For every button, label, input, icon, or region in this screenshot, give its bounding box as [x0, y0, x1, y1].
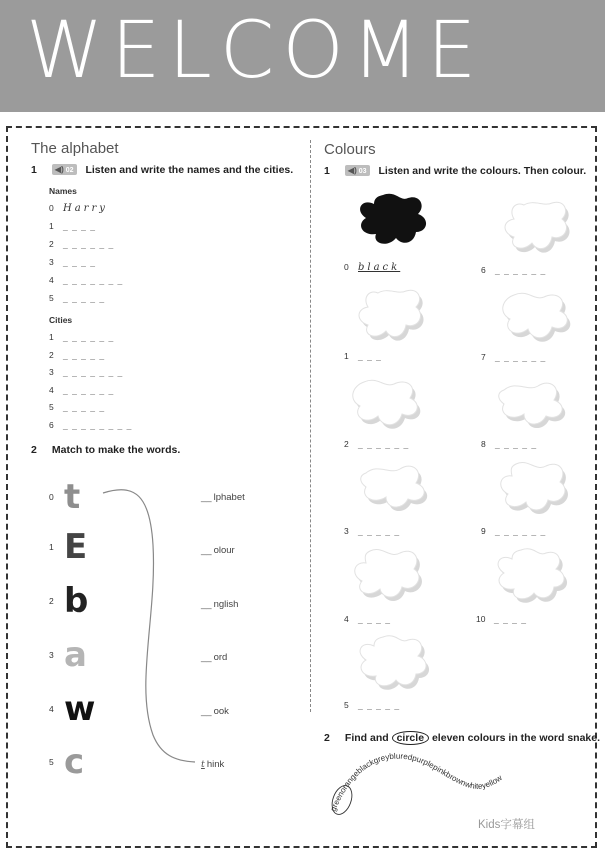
name-answer-row — [49, 293, 105, 303]
city-answer-row — [49, 350, 105, 360]
answer-blank[interactable]: _ _ _ _ — [358, 614, 391, 624]
colour-answer-row — [481, 526, 546, 536]
instruction-text: Listen and write the names and the cities. — [85, 164, 294, 176]
page-title: WELCOME — [26, 6, 485, 96]
watermark: Kids字幕组 — [478, 819, 535, 831]
match-letter[interactable]: b — [64, 581, 89, 621]
answer-blank[interactable]: _ _ _ _ _ _ — [358, 439, 410, 449]
item-number: 6 — [49, 419, 54, 430]
letter-number: 2 — [49, 596, 54, 606]
name-answer-row — [49, 257, 96, 267]
colour-answer-row — [344, 351, 382, 361]
word-prefix: __ — [201, 599, 212, 610]
word-rest: nglish — [213, 599, 239, 610]
match-letter[interactable]: a — [64, 635, 87, 675]
paint-splat[interactable] — [344, 545, 434, 611]
answer-blank[interactable]: _ _ _ _ _ — [63, 293, 106, 303]
instruction-text: Match to make the words. — [51, 444, 181, 456]
colour-answer-row — [344, 526, 400, 536]
colour-answer-row — [344, 262, 400, 273]
item-number: 1 — [344, 351, 349, 361]
paint-splat[interactable] — [494, 197, 584, 263]
city-answer-row — [49, 385, 114, 395]
item-number: 10 — [476, 614, 486, 624]
answer-blank[interactable]: _ _ _ _ _ _ — [495, 265, 547, 275]
name-answer-row — [49, 203, 108, 214]
paint-splat[interactable] — [344, 372, 434, 438]
paint-splat[interactable] — [490, 458, 580, 524]
item-number: 5 — [49, 402, 54, 412]
answer-blank[interactable]: _ _ _ _ _ — [358, 526, 401, 536]
paint-splat[interactable] — [348, 190, 438, 256]
city-answer-row — [49, 420, 132, 430]
alphabet-section-title: The alphabet — [31, 140, 119, 157]
answer-blank[interactable]: _ _ _ _ _ _ — [63, 332, 115, 342]
letter-number: 0 — [49, 492, 54, 502]
item-number: 4 — [49, 384, 54, 395]
letter-number: 4 — [49, 704, 54, 714]
word-prefix: __ — [201, 492, 212, 503]
name-answer-row — [49, 275, 123, 285]
word-rest: olour — [213, 545, 235, 556]
colours-ex2-instruction: 2 Find and circle eleven colours in the word snake. — [324, 732, 601, 744]
word-snake-text: greenorangeblackgreybluredpurplepinkbrownwhiteyellow — [328, 751, 504, 813]
example-match-line — [95, 485, 215, 775]
item-number: 4 — [49, 275, 54, 285]
item-number: 0 — [49, 203, 54, 213]
paint-splat[interactable] — [486, 545, 576, 611]
word-snake[interactable] — [325, 740, 555, 820]
letter-number: 3 — [49, 650, 54, 660]
answer-blank[interactable]: _ _ _ _ — [63, 221, 96, 231]
alphabet-ex1-instruction — [31, 164, 293, 176]
answer-blank[interactable]: _ _ _ _ _ _ — [63, 384, 115, 395]
page-header — [0, 0, 605, 112]
exercise-number: 2 — [31, 444, 37, 456]
answer-blank[interactable]: _ _ _ _ _ _ — [495, 352, 547, 362]
audio-track-badge[interactable]: ◀) 03 — [345, 165, 370, 176]
item-number: 2 — [49, 239, 54, 249]
colour-answer-row — [481, 439, 537, 449]
item-number: 8 — [481, 439, 486, 449]
exercise-number: 1 — [324, 165, 330, 177]
item-number: 7 — [481, 352, 486, 362]
paint-splat[interactable] — [352, 455, 442, 521]
item-number: 9 — [481, 526, 486, 536]
item-number: 5 — [344, 700, 349, 710]
exercise-number: 2 — [324, 732, 330, 744]
item-number: 3 — [49, 367, 54, 377]
colour-answer-row — [481, 352, 546, 362]
circled-word: circle — [392, 731, 429, 745]
answer-blank[interactable]: _ _ _ _ — [63, 257, 96, 267]
colour-answer-row — [344, 614, 391, 624]
answer-blank[interactable]: _ _ _ _ — [494, 614, 527, 624]
colour-answer-row — [481, 265, 546, 275]
match-letter[interactable]: w — [64, 689, 96, 729]
match-letter[interactable]: E — [64, 527, 88, 567]
letter-number: 5 — [49, 757, 54, 767]
answer-blank[interactable]: _ _ _ _ _ _ — [63, 239, 115, 249]
name-answer-row — [49, 221, 96, 231]
item-number: 0 — [344, 262, 349, 272]
paint-splat[interactable] — [494, 285, 584, 351]
item-number: 3 — [344, 526, 349, 536]
word-rest: lphabet — [213, 492, 245, 503]
colours-section-title: Colours — [324, 141, 376, 158]
names-label: Names — [49, 186, 77, 196]
city-answer-row — [49, 367, 123, 377]
answer-blank[interactable]: _ _ _ _ _ — [358, 700, 401, 710]
colour-answer-row — [476, 614, 527, 624]
colours-ex1-instruction — [324, 165, 586, 177]
letter-number: 1 — [49, 542, 54, 552]
word-prefix: __ — [201, 652, 212, 663]
answer-blank[interactable]: _ _ _ _ _ _ _ _ — [63, 419, 133, 430]
item-number: 4 — [344, 614, 349, 624]
item-number: 5 — [49, 293, 54, 303]
city-answer-row — [49, 332, 114, 342]
word-rest: hink — [206, 759, 225, 770]
item-number: 6 — [481, 265, 486, 275]
item-number: 2 — [49, 349, 54, 360]
item-number: 1 — [49, 221, 54, 231]
paint-splat[interactable] — [348, 632, 438, 698]
audio-track-badge[interactable]: ◀) 02 — [52, 164, 77, 175]
paint-splat[interactable] — [490, 372, 580, 438]
colour-answer-row — [344, 700, 400, 710]
item-number: 3 — [49, 257, 54, 267]
word-prefix: __ — [201, 545, 212, 556]
answer-blank[interactable]: _ _ _ _ _ — [495, 439, 538, 449]
cities-label: Cities — [49, 315, 73, 325]
item-number: 1 — [49, 332, 54, 342]
alphabet-ex2-instruction — [31, 444, 180, 456]
word-rest: ord — [213, 652, 228, 663]
column-divider — [310, 140, 311, 712]
item-number: 2 — [344, 439, 349, 449]
answer-blank[interactable]: _ _ _ _ _ — [63, 402, 106, 412]
instruction-text: Listen and write the colours. Then colour. — [378, 165, 587, 177]
speaker-icon: ◀) — [54, 165, 64, 174]
answer-blank[interactable]: _ _ _ _ _ _ _ — [63, 367, 124, 377]
word-rest: ook — [213, 706, 229, 717]
answer-blank[interactable]: _ _ _ _ _ _ _ — [63, 275, 124, 285]
word-prefix: __ — [201, 706, 212, 717]
example-answer: Harry — [63, 203, 108, 214]
answer-blank[interactable]: _ _ _ _ _ _ — [495, 526, 547, 536]
name-answer-row — [49, 239, 114, 249]
answer-blank[interactable]: _ _ _ _ _ — [63, 349, 106, 360]
match-letter[interactable]: t — [64, 477, 81, 517]
answer-blank[interactable]: _ _ _ — [358, 351, 382, 361]
city-answer-row — [49, 402, 105, 412]
word-prefix: t — [201, 759, 205, 770]
speaker-icon: ◀) — [347, 166, 357, 175]
colour-answer-row — [344, 439, 409, 449]
example-answer: black — [358, 262, 401, 273]
match-letter[interactable]: c — [64, 742, 85, 782]
exercise-number: 1 — [31, 164, 37, 176]
paint-splat[interactable] — [348, 285, 438, 351]
